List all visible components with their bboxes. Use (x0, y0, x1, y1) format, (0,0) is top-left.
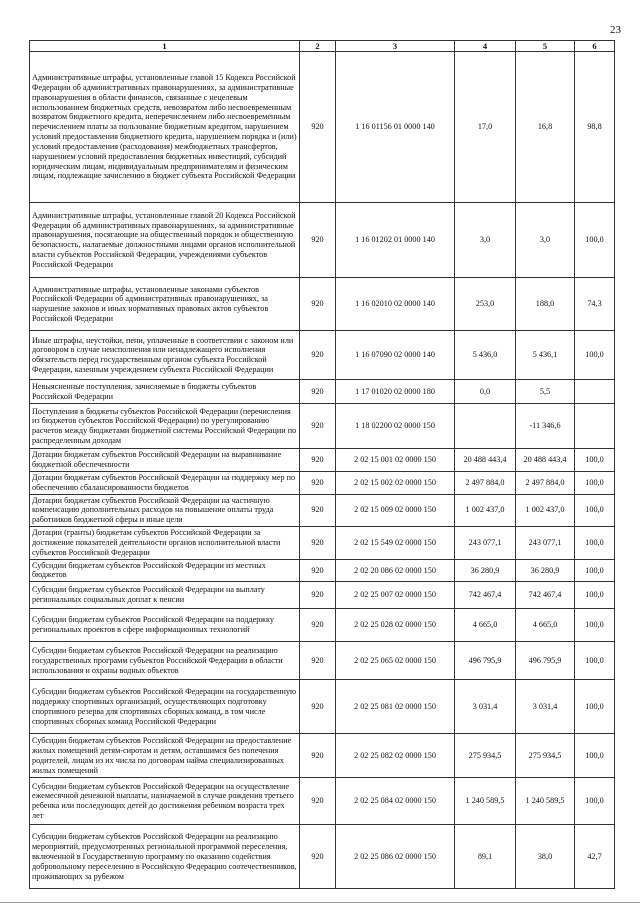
row-description: Административные штрафы, установленные главой 15 Кодекса Российской Федерации об административных правонарушениях, за административные правонарушения в области финансов, связанные с нецелевым использованием бюджетных средств, невозвратом либо несвоевременным возвратом бюджетного кредита, неперечислением либо несвоевременным перечислением платы за пользование бюджетным кредитом, нарушением условий предоставления бюджетного кредита, нарушением порядка и (или) условий предоставления (расходования) межбюджетных трансфертов, нарушением условий предоставления бюджетных инвестиций, субсидий юридическим лицам, индивидуальным предпринимателям и физическим лицам, подлежащие зачислению в бюджет субъекта Российской Федерации (30, 52, 300, 203)
page-edge-divider (0, 902, 640, 903)
table-row (30, 52, 615, 203)
row-admin-code: 920 (300, 559, 336, 582)
row-fact-amount: 36 280,9 (516, 559, 575, 582)
table-row (30, 494, 615, 527)
table-row (30, 778, 615, 825)
header-col-3: 3 (336, 41, 455, 52)
row-admin-code: 920 (300, 680, 336, 734)
row-description: Субсидии бюджетам субъектов Российской Федерации из местных бюджетов (30, 559, 300, 582)
row-plan-amount: 3,0 (455, 203, 516, 278)
row-budget-code: 2 02 25 086 02 0000 150 (336, 825, 455, 889)
row-percent: 100,0 (575, 582, 615, 609)
row-description: Административные штрафы, установленные законами субъектов Российской Федерации об административных правонарушениях, за нарушение законов и иных нормативных правовых актов субъектов Российской Федерации (30, 278, 300, 331)
row-plan-amount: 496 795,9 (455, 642, 516, 680)
row-budget-code: 2 02 25 082 02 0000 150 (336, 734, 455, 778)
row-percent: 100,0 (575, 494, 615, 527)
row-plan-amount (455, 404, 516, 449)
row-description: Иные штрафы, неустойки, пени, уплаченные в соответствии с законом или договором в случае неисполнения или ненадлежащего исполнения обязательств перед государственным органом субъекта Российской Федерации, казенным учреждением субъекта Российской Федерации (30, 331, 300, 380)
row-percent (575, 380, 615, 404)
row-fact-amount: -11 346,6 (516, 404, 575, 449)
row-fact-amount: 742 467,4 (516, 582, 575, 609)
table-row (30, 203, 615, 278)
table-row (30, 278, 615, 331)
row-budget-code: 1 17 01020 02 0000 180 (336, 380, 455, 404)
row-description: Административные штрафы, установленные главой 20 Кодекса Российской Федерации об административных правонарушениях, за административные правонарушения, посягающие на общественный порядок и общественную безопасность, налагаемые должностными лицами органов исполнительной власти субъектов Российской Федерации, учреждениями субъектов Российской Федерации (30, 203, 300, 278)
row-plan-amount: 3 031,4 (455, 680, 516, 734)
row-description: Невыясненные поступления, зачисляемые в бюджеты субъектов Российской Федерации (30, 380, 300, 404)
row-plan-amount: 275 934,5 (455, 734, 516, 778)
row-budget-code: 1 16 01156 01 0000 140 (336, 52, 455, 203)
row-admin-code: 920 (300, 582, 336, 609)
row-admin-code: 920 (300, 278, 336, 331)
row-admin-code: 920 (300, 527, 336, 560)
row-budget-code: 2 02 25 007 02 0000 150 (336, 582, 455, 609)
table-row (30, 527, 615, 560)
row-description: Субсидии бюджетам субъектов Российской Федерации на осуществление ежемесячной денежной выплаты, назначаемой в случае рождения третьего ребенка или последующих детей до достижения ребенком возраста трех лет (30, 778, 300, 825)
row-percent: 100,0 (575, 734, 615, 778)
row-description: Дотации (гранты) бюджетам субъектов Российской Федерации за достижение показателей деятельности органов исполнительной власти субъектов Российской Федерации (30, 527, 300, 560)
row-budget-code: 1 18 02200 02 0000 150 (336, 404, 455, 449)
row-fact-amount: 3,0 (516, 203, 575, 278)
budget-revenue-table (29, 40, 615, 889)
row-admin-code: 920 (300, 380, 336, 404)
table-row (30, 582, 615, 609)
row-budget-code: 2 02 25 084 02 0000 150 (336, 778, 455, 825)
row-percent: 98,8 (575, 52, 615, 203)
row-percent: 100,0 (575, 609, 615, 642)
table-row (30, 609, 615, 642)
row-admin-code: 920 (300, 404, 336, 449)
row-description: Дотации бюджетам субъектов Российской Федерации на поддержку мер по обеспечению сбалансированности бюджетов (30, 471, 300, 494)
row-fact-amount: 275 934,5 (516, 734, 575, 778)
row-plan-amount: 89,1 (455, 825, 516, 889)
row-percent (575, 404, 615, 449)
table-row (30, 331, 615, 380)
header-col-2: 2 (300, 41, 336, 52)
row-admin-code: 920 (300, 52, 336, 203)
row-budget-code: 2 02 15 002 02 0000 150 (336, 471, 455, 494)
row-budget-code: 1 16 07090 02 0000 140 (336, 331, 455, 380)
table-row (30, 734, 615, 778)
row-percent: 100,0 (575, 203, 615, 278)
row-plan-amount: 0,0 (455, 380, 516, 404)
table-row (30, 404, 615, 449)
table-row (30, 559, 615, 582)
row-fact-amount: 188,0 (516, 278, 575, 331)
table-row (30, 825, 615, 889)
row-description: Субсидии бюджетам субъектов Российской Федерации на предоставление жилых помещений детям-сиротам и детям, оставшимся без попечения родителей, лицам из их числа по договорам найма специализированных жилых помещений (30, 734, 300, 778)
row-budget-code: 1 16 02010 02 0000 140 (336, 278, 455, 331)
row-fact-amount: 4 665,0 (516, 609, 575, 642)
row-description: Субсидии бюджетам субъектов Российской Федерации на поддержку региональных проектов в сфере информационных технологий (30, 609, 300, 642)
row-description: Субсидии бюджетам субъектов Российской Федерации на реализацию мероприятий, предусмотренных региональной программой переселения, включенной в Государственную программу по оказанию содействия добровольному переселению в Российскую Федерацию соотечественников, проживающих за рубежом (30, 825, 300, 889)
row-fact-amount: 20 488 443,4 (516, 449, 575, 472)
row-percent: 100,0 (575, 642, 615, 680)
row-admin-code: 920 (300, 778, 336, 825)
row-percent: 100,0 (575, 471, 615, 494)
row-plan-amount: 1 240 589,5 (455, 778, 516, 825)
row-description: Субсидии бюджетам субъектов Российской Федерации на реализацию государственных программ субъектов Российской Федерации в области использования и охраны водных объектов (30, 642, 300, 680)
header-col-6: 6 (575, 41, 615, 52)
row-fact-amount: 243 077,1 (516, 527, 575, 560)
page-number: 23 (610, 24, 621, 36)
row-plan-amount: 253,0 (455, 278, 516, 331)
row-fact-amount: 5,5 (516, 380, 575, 404)
row-budget-code: 2 02 15 001 02 0000 150 (336, 449, 455, 472)
row-percent: 100,0 (575, 449, 615, 472)
row-percent: 74,3 (575, 278, 615, 331)
table-row (30, 680, 615, 734)
row-admin-code: 920 (300, 609, 336, 642)
row-budget-code: 2 02 25 081 02 0000 150 (336, 680, 455, 734)
row-fact-amount: 496 795,9 (516, 642, 575, 680)
row-percent: 100,0 (575, 331, 615, 380)
row-percent: 100,0 (575, 778, 615, 825)
header-col-1: 1 (30, 41, 300, 52)
row-budget-code: 2 02 15 549 02 0000 150 (336, 527, 455, 560)
row-plan-amount: 4 665,0 (455, 609, 516, 642)
row-admin-code: 920 (300, 825, 336, 889)
row-admin-code: 920 (300, 734, 336, 778)
row-plan-amount: 243 077,1 (455, 527, 516, 560)
row-description: Поступления в бюджеты субъектов Российской Федерации (перечисления из бюджетов субъектов Российской Федерации) по урегулированию расчетов между бюджетами бюджетной системы Российской Федерации по распределенным доходам (30, 404, 300, 449)
table-row (30, 642, 615, 680)
row-percent: 100,0 (575, 680, 615, 734)
row-percent: 100,0 (575, 559, 615, 582)
row-description: Субсидии бюджетам субъектов Российской Федерации на выплату региональных социальных доплат к пенсии (30, 582, 300, 609)
row-fact-amount: 1 240 589,5 (516, 778, 575, 825)
row-percent: 42,7 (575, 825, 615, 889)
row-plan-amount: 36 280,9 (455, 559, 516, 582)
row-plan-amount: 742 467,4 (455, 582, 516, 609)
row-admin-code: 920 (300, 331, 336, 380)
header-col-4: 4 (455, 41, 516, 52)
row-plan-amount: 2 497 884,0 (455, 471, 516, 494)
row-budget-code: 2 02 25 065 02 0000 150 (336, 642, 455, 680)
row-fact-amount: 2 497 884,0 (516, 471, 575, 494)
row-admin-code: 920 (300, 494, 336, 527)
table-header-row (30, 41, 615, 52)
row-budget-code: 1 16 01202 01 0000 140 (336, 203, 455, 278)
row-admin-code: 920 (300, 471, 336, 494)
row-fact-amount: 16,8 (516, 52, 575, 203)
row-percent: 100,0 (575, 527, 615, 560)
table-row (30, 380, 615, 404)
row-fact-amount: 5 436,1 (516, 331, 575, 380)
row-fact-amount: 1 002 437,0 (516, 494, 575, 527)
row-fact-amount: 38,0 (516, 825, 575, 889)
row-fact-amount: 3 031,4 (516, 680, 575, 734)
row-plan-amount: 5 436,0 (455, 331, 516, 380)
table-row (30, 449, 615, 472)
row-budget-code: 2 02 15 009 02 0000 150 (336, 494, 455, 527)
table-row (30, 471, 615, 494)
row-admin-code: 920 (300, 203, 336, 278)
row-description: Дотации бюджетам субъектов Российской Федерации на частичную компенсацию дополнительных расходов на повышение оплаты труда работников бюджетной сферы и иные цели (30, 494, 300, 527)
row-budget-code: 2 02 25 028 02 0000 150 (336, 609, 455, 642)
row-admin-code: 920 (300, 449, 336, 472)
header-col-5: 5 (516, 41, 575, 52)
row-plan-amount: 1 002 437,0 (455, 494, 516, 527)
row-plan-amount: 20 488 443,4 (455, 449, 516, 472)
row-plan-amount: 17,0 (455, 52, 516, 203)
row-budget-code: 2 02 20 086 02 0000 150 (336, 559, 455, 582)
row-admin-code: 920 (300, 642, 336, 680)
row-description: Субсидии бюджетам субъектов Российской Федерации на государственную поддержку спортивных организаций, осуществляющих подготовку спортивного резерва для спортивных сборных команд, в том числе спортивных сборных команд Российской Федерации (30, 680, 300, 734)
row-description: Дотации бюджетам субъектов Российской Федерации на выравнивание бюджетной обеспеченности (30, 449, 300, 472)
